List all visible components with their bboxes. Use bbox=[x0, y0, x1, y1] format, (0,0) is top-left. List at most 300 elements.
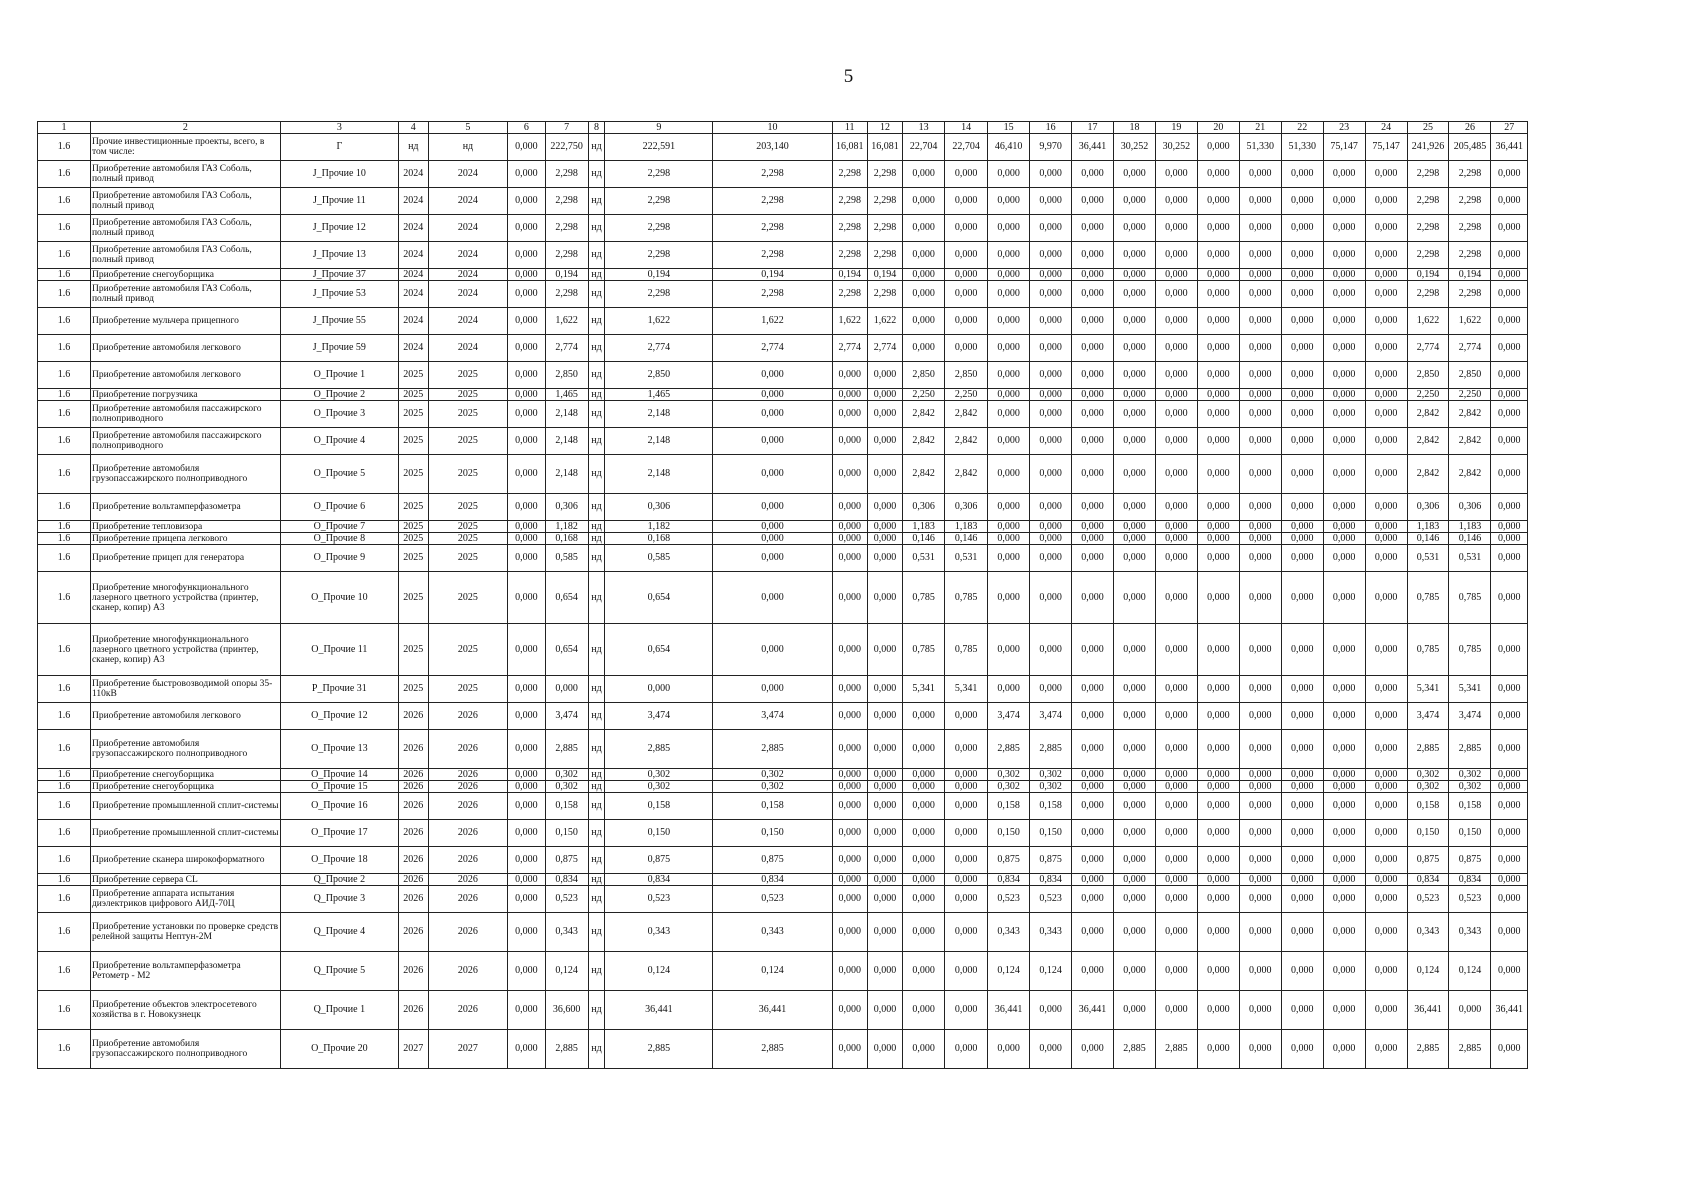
value-cell: 0,785 bbox=[903, 624, 945, 676]
value-cell: нд bbox=[588, 335, 605, 362]
value-cell: 0,000 bbox=[1113, 188, 1155, 215]
value-cell: 0,000 bbox=[903, 847, 945, 874]
value-cell: 0,000 bbox=[1323, 215, 1365, 242]
value-cell: 0,000 bbox=[1365, 521, 1407, 533]
value-cell: 0,000 bbox=[1113, 281, 1155, 308]
column-number-cell: 8 bbox=[588, 122, 605, 134]
value-cell: 0,000 bbox=[1155, 572, 1197, 624]
value-cell: 0,000 bbox=[867, 389, 902, 401]
value-cell: 0,000 bbox=[1323, 494, 1365, 521]
value-cell: 2026 bbox=[398, 847, 428, 874]
value-cell: 2,298 bbox=[605, 281, 713, 308]
value-cell: 0,000 bbox=[1113, 161, 1155, 188]
value-cell: 0,000 bbox=[1239, 545, 1281, 572]
value-cell: 1,465 bbox=[605, 389, 713, 401]
project-name-cell: Приобретение вольтамперфазометра bbox=[90, 494, 280, 521]
value-cell: 1,183 bbox=[903, 521, 945, 533]
value-cell: 0,302 bbox=[545, 781, 588, 793]
value-cell: 0,302 bbox=[605, 769, 713, 781]
table-row bbox=[38, 572, 1528, 624]
value-cell: 0,000 bbox=[1323, 269, 1365, 281]
value-cell: 0,000 bbox=[1072, 886, 1114, 913]
value-cell: 0,523 bbox=[713, 886, 832, 913]
value-cell: 0,000 bbox=[832, 389, 867, 401]
value-cell: 0,000 bbox=[1281, 269, 1323, 281]
value-cell: 0,158 bbox=[1407, 793, 1449, 820]
column-number-cell: 21 bbox=[1239, 122, 1281, 134]
value-cell: 0,124 bbox=[713, 952, 832, 991]
value-cell: 0,000 bbox=[1113, 389, 1155, 401]
value-cell: 0,158 bbox=[1449, 793, 1491, 820]
value-cell: 0,523 bbox=[1407, 886, 1449, 913]
table-row bbox=[38, 1030, 1528, 1069]
value-cell: 0,000 bbox=[945, 781, 988, 793]
value-cell: 0,000 bbox=[1365, 820, 1407, 847]
value-cell: 0,000 bbox=[1197, 913, 1239, 952]
value-cell: 2,298 bbox=[1407, 188, 1449, 215]
column-number-cell: 15 bbox=[988, 122, 1030, 134]
value-cell: 2,298 bbox=[605, 161, 713, 188]
value-cell: 0,150 bbox=[545, 820, 588, 847]
value-cell: 0,000 bbox=[1323, 769, 1365, 781]
value-cell: 0,000 bbox=[1323, 847, 1365, 874]
value-cell: 0,000 bbox=[1030, 161, 1072, 188]
value-cell: 0,785 bbox=[945, 572, 988, 624]
value-cell: 0,000 bbox=[1323, 793, 1365, 820]
value-cell: 2026 bbox=[428, 793, 507, 820]
value-cell: 0,000 bbox=[1155, 769, 1197, 781]
value-cell: 0,000 bbox=[1239, 572, 1281, 624]
value-cell: 0,000 bbox=[508, 308, 546, 335]
value-cell: 0,000 bbox=[1113, 215, 1155, 242]
value-cell: 0,000 bbox=[1197, 676, 1239, 703]
value-cell: 0,343 bbox=[1449, 913, 1491, 952]
value-cell: 2026 bbox=[428, 703, 507, 730]
value-cell: 2,298 bbox=[1449, 215, 1491, 242]
value-cell: 0,000 bbox=[1281, 886, 1323, 913]
value-cell: 0,000 bbox=[1239, 730, 1281, 769]
value-cell: 0,875 bbox=[988, 847, 1030, 874]
value-cell: 9,970 bbox=[1030, 134, 1072, 161]
value-cell: 2,885 bbox=[545, 1030, 588, 1069]
column-number-cell: 24 bbox=[1365, 122, 1407, 134]
value-cell: 0,302 bbox=[545, 769, 588, 781]
value-cell: 0,302 bbox=[1407, 769, 1449, 781]
value-cell: 0,000 bbox=[1072, 545, 1114, 572]
value-cell: 0,875 bbox=[713, 847, 832, 874]
value-cell: 22,704 bbox=[945, 134, 988, 161]
value-cell: 0,000 bbox=[1491, 281, 1528, 308]
column-number-cell: 10 bbox=[713, 122, 832, 134]
column-number-cell: 2 bbox=[90, 122, 280, 134]
project-name-cell: Приобретение автомобиля ГАЗ Соболь, полный привод bbox=[90, 215, 280, 242]
value-cell: 0,000 bbox=[1072, 428, 1114, 455]
value-cell: 0,000 bbox=[1197, 281, 1239, 308]
value-cell: 0,000 bbox=[1239, 362, 1281, 389]
value-cell: 2024 bbox=[398, 215, 428, 242]
value-cell: 0,000 bbox=[1072, 533, 1114, 545]
table-row bbox=[38, 874, 1528, 886]
value-cell: 2,298 bbox=[1449, 161, 1491, 188]
value-cell: 0,000 bbox=[903, 991, 945, 1030]
project-name-cell: Приобретение снегоуборщика bbox=[90, 781, 280, 793]
value-cell: 0,158 bbox=[605, 793, 713, 820]
value-cell: 0,000 bbox=[1281, 624, 1323, 676]
value-cell: 0,000 bbox=[1155, 991, 1197, 1030]
project-name-cell: Приобретение погрузчика bbox=[90, 389, 280, 401]
value-cell: 0,000 bbox=[867, 401, 902, 428]
table-row bbox=[38, 242, 1528, 269]
value-cell: 0,000 bbox=[1197, 874, 1239, 886]
value-cell: 0,000 bbox=[1113, 886, 1155, 913]
value-cell: 0,000 bbox=[1239, 389, 1281, 401]
value-cell: 0,875 bbox=[545, 847, 588, 874]
value-cell: 0,000 bbox=[988, 545, 1030, 572]
value-cell: 2,850 bbox=[1407, 362, 1449, 389]
table-row bbox=[38, 991, 1528, 1030]
section-code-cell: 1.6 bbox=[38, 161, 91, 188]
value-cell: 0,000 bbox=[1239, 335, 1281, 362]
value-cell: 0,000 bbox=[1365, 572, 1407, 624]
value-cell: 0,000 bbox=[1072, 572, 1114, 624]
project-name-cell: Приобретение объектов электросетевого хозяйства в г. Новокузнецк bbox=[90, 991, 280, 1030]
value-cell: 3,474 bbox=[545, 703, 588, 730]
value-cell: 2027 bbox=[428, 1030, 507, 1069]
value-cell: 0,000 bbox=[1323, 428, 1365, 455]
value-cell: 0,000 bbox=[1072, 793, 1114, 820]
value-cell: 0,000 bbox=[988, 521, 1030, 533]
value-cell: 2,885 bbox=[713, 1030, 832, 1069]
table-row bbox=[38, 545, 1528, 572]
value-cell: 2,298 bbox=[832, 281, 867, 308]
value-cell: 1,183 bbox=[1407, 521, 1449, 533]
value-cell: 2026 bbox=[428, 952, 507, 991]
value-cell: 0,000 bbox=[988, 572, 1030, 624]
value-cell: 2026 bbox=[428, 847, 507, 874]
value-cell: 0,000 bbox=[1281, 703, 1323, 730]
value-cell: 0,000 bbox=[1365, 494, 1407, 521]
value-cell: нд bbox=[588, 820, 605, 847]
value-cell: нд bbox=[588, 781, 605, 793]
value-cell: 2,885 bbox=[1030, 730, 1072, 769]
value-cell: нд bbox=[588, 545, 605, 572]
value-cell: 2,298 bbox=[1449, 281, 1491, 308]
project-name-cell: Приобретение промышленной сплит-системы bbox=[90, 793, 280, 820]
value-cell: 75,147 bbox=[1365, 134, 1407, 161]
value-cell: 0,000 bbox=[1155, 676, 1197, 703]
value-cell: 0,000 bbox=[1072, 161, 1114, 188]
value-cell: 203,140 bbox=[713, 134, 832, 161]
value-cell: 0,000 bbox=[1030, 545, 1072, 572]
value-cell: 0,000 bbox=[1365, 793, 1407, 820]
value-cell: 0,000 bbox=[1491, 913, 1528, 952]
table-row bbox=[38, 455, 1528, 494]
value-cell: 0,000 bbox=[1281, 913, 1323, 952]
value-cell: 3,474 bbox=[605, 703, 713, 730]
column-number-cell: 4 bbox=[398, 122, 428, 134]
section-code-cell: 1.6 bbox=[38, 335, 91, 362]
value-cell: нд bbox=[588, 991, 605, 1030]
value-cell: 0,000 bbox=[508, 362, 546, 389]
value-cell: 0,000 bbox=[832, 572, 867, 624]
value-cell: 0,302 bbox=[1449, 769, 1491, 781]
value-cell: 0,000 bbox=[1281, 769, 1323, 781]
value-cell: 2,298 bbox=[605, 188, 713, 215]
value-cell: 0,000 bbox=[1323, 913, 1365, 952]
project-name-cell: Приобретение быстровозводимой опоры 35-110кВ bbox=[90, 676, 280, 703]
value-cell: 0,000 bbox=[1281, 335, 1323, 362]
value-cell: 2025 bbox=[428, 389, 507, 401]
project-id-cell: J_Прочие 10 bbox=[280, 161, 398, 188]
value-cell: 0,000 bbox=[508, 269, 546, 281]
value-cell: 0,000 bbox=[867, 521, 902, 533]
value-cell: 0,000 bbox=[1281, 215, 1323, 242]
value-cell: 1,622 bbox=[713, 308, 832, 335]
value-cell: 0,000 bbox=[945, 188, 988, 215]
value-cell: 0,531 bbox=[1407, 545, 1449, 572]
value-cell: 0,000 bbox=[1491, 820, 1528, 847]
value-cell: 0,000 bbox=[1365, 389, 1407, 401]
value-cell: 0,000 bbox=[1365, 362, 1407, 389]
value-cell: 0,000 bbox=[1323, 952, 1365, 991]
value-cell: 2,842 bbox=[1449, 455, 1491, 494]
value-cell: 0,000 bbox=[1072, 308, 1114, 335]
column-number-cell: 1 bbox=[38, 122, 91, 134]
value-cell: 0,000 bbox=[1281, 455, 1323, 494]
value-cell: 0,000 bbox=[508, 389, 546, 401]
value-cell: 0,000 bbox=[867, 572, 902, 624]
value-cell: 0,834 bbox=[1407, 874, 1449, 886]
value-cell: 2024 bbox=[428, 215, 507, 242]
value-cell: 0,000 bbox=[1281, 428, 1323, 455]
value-cell: 2,298 bbox=[545, 188, 588, 215]
value-cell: 2026 bbox=[428, 820, 507, 847]
value-cell: 0,000 bbox=[1197, 362, 1239, 389]
value-cell: 0,000 bbox=[1281, 281, 1323, 308]
value-cell: 0,146 bbox=[1407, 533, 1449, 545]
project-id-cell: O_Прочие 15 bbox=[280, 781, 398, 793]
value-cell: 0,000 bbox=[1030, 281, 1072, 308]
value-cell: 1,622 bbox=[832, 308, 867, 335]
value-cell: нд bbox=[398, 134, 428, 161]
value-cell: 0,000 bbox=[1072, 362, 1114, 389]
value-cell: 0,000 bbox=[1323, 781, 1365, 793]
value-cell: 0,000 bbox=[1491, 886, 1528, 913]
value-cell: 0,000 bbox=[903, 730, 945, 769]
value-cell: 2,774 bbox=[867, 335, 902, 362]
value-cell: 0,000 bbox=[1449, 991, 1491, 1030]
value-cell: 0,000 bbox=[867, 847, 902, 874]
value-cell: 0,000 bbox=[832, 874, 867, 886]
project-id-cell: J_Прочие 13 bbox=[280, 242, 398, 269]
value-cell: 5,341 bbox=[1449, 676, 1491, 703]
value-cell: 0,000 bbox=[1281, 793, 1323, 820]
value-cell: 0,000 bbox=[1197, 1030, 1239, 1069]
value-cell: 0,000 bbox=[1072, 676, 1114, 703]
value-cell: 0,146 bbox=[903, 533, 945, 545]
value-cell: 2,298 bbox=[1449, 242, 1491, 269]
project-id-cell: O_Прочие 11 bbox=[280, 624, 398, 676]
value-cell: 2,842 bbox=[903, 455, 945, 494]
value-cell: 0,000 bbox=[903, 874, 945, 886]
value-cell: 2025 bbox=[398, 428, 428, 455]
project-id-cell: Q_Прочие 2 bbox=[280, 874, 398, 886]
value-cell: 0,000 bbox=[832, 533, 867, 545]
value-cell: 0,000 bbox=[832, 781, 867, 793]
value-cell: 0,000 bbox=[1155, 521, 1197, 533]
value-cell: 0,585 bbox=[605, 545, 713, 572]
section-code-cell: 1.6 bbox=[38, 242, 91, 269]
value-cell: 0,000 bbox=[945, 215, 988, 242]
column-number-cell: 20 bbox=[1197, 122, 1239, 134]
value-cell: 0,000 bbox=[508, 242, 546, 269]
value-cell: 0,000 bbox=[1491, 676, 1528, 703]
value-cell: нд bbox=[588, 1030, 605, 1069]
value-cell: 0,000 bbox=[1113, 913, 1155, 952]
value-cell: 22,704 bbox=[903, 134, 945, 161]
value-cell: 0,000 bbox=[1155, 624, 1197, 676]
value-cell: 0,000 bbox=[945, 913, 988, 952]
value-cell: 0,000 bbox=[945, 281, 988, 308]
value-cell: 0,168 bbox=[605, 533, 713, 545]
value-cell: 0,000 bbox=[1197, 134, 1239, 161]
value-cell: 36,441 bbox=[1072, 134, 1114, 161]
value-cell: 0,834 bbox=[1449, 874, 1491, 886]
value-cell: 2025 bbox=[428, 624, 507, 676]
value-cell: 2024 bbox=[398, 281, 428, 308]
value-cell: 2024 bbox=[428, 308, 507, 335]
column-number-cell: 27 bbox=[1491, 122, 1528, 134]
table-row bbox=[38, 533, 1528, 545]
value-cell: 0,000 bbox=[1155, 494, 1197, 521]
value-cell: 0,000 bbox=[867, 952, 902, 991]
project-name-cell: Прочие инвестиционные проекты, всего, в том числе: bbox=[90, 134, 280, 161]
project-id-cell: J_Прочие 37 bbox=[280, 269, 398, 281]
value-cell: 2025 bbox=[398, 624, 428, 676]
value-cell: нд bbox=[588, 455, 605, 494]
value-cell: 0,000 bbox=[867, 676, 902, 703]
project-id-cell: Q_Прочие 5 bbox=[280, 952, 398, 991]
section-code-cell: 1.6 bbox=[38, 676, 91, 703]
value-cell: 0,000 bbox=[1323, 703, 1365, 730]
value-cell: 0,000 bbox=[1072, 820, 1114, 847]
column-number-cell: 25 bbox=[1407, 122, 1449, 134]
value-cell: 3,474 bbox=[1449, 703, 1491, 730]
value-cell: 0,000 bbox=[867, 545, 902, 572]
value-cell: 0,194 bbox=[1449, 269, 1491, 281]
value-cell: 0,000 bbox=[1491, 793, 1528, 820]
section-code-cell: 1.6 bbox=[38, 188, 91, 215]
project-id-cell: J_Прочие 59 bbox=[280, 335, 398, 362]
value-cell: 2025 bbox=[428, 521, 507, 533]
value-cell: 0,000 bbox=[988, 188, 1030, 215]
value-cell: 0,000 bbox=[867, 886, 902, 913]
value-cell: 0,000 bbox=[1281, 1030, 1323, 1069]
value-cell: 2,850 bbox=[605, 362, 713, 389]
table-row bbox=[38, 820, 1528, 847]
value-cell: 0,000 bbox=[945, 161, 988, 188]
project-id-cell: O_Прочие 8 bbox=[280, 533, 398, 545]
value-cell: 0,000 bbox=[1323, 820, 1365, 847]
value-cell: 0,343 bbox=[1030, 913, 1072, 952]
table-row bbox=[38, 401, 1528, 428]
value-cell: 2,298 bbox=[832, 242, 867, 269]
value-cell: 0,000 bbox=[1030, 215, 1072, 242]
value-cell: 0,000 bbox=[1155, 793, 1197, 820]
value-cell: 0,000 bbox=[1155, 362, 1197, 389]
value-cell: 1,622 bbox=[867, 308, 902, 335]
value-cell: 0,000 bbox=[945, 991, 988, 1030]
value-cell: 0,158 bbox=[545, 793, 588, 820]
value-cell: 0,000 bbox=[1113, 335, 1155, 362]
value-cell: 2,298 bbox=[867, 281, 902, 308]
value-cell: нд bbox=[588, 703, 605, 730]
value-cell: 2,850 bbox=[945, 362, 988, 389]
value-cell: 2026 bbox=[398, 886, 428, 913]
value-cell: 0,000 bbox=[1155, 874, 1197, 886]
value-cell: 0,000 bbox=[1197, 781, 1239, 793]
value-cell: 0,000 bbox=[1197, 730, 1239, 769]
project-id-cell: O_Прочие 20 bbox=[280, 1030, 398, 1069]
table-row bbox=[38, 161, 1528, 188]
value-cell: 0,000 bbox=[1281, 521, 1323, 533]
value-cell: 0,000 bbox=[1281, 572, 1323, 624]
value-cell: 0,168 bbox=[545, 533, 588, 545]
project-id-cell: O_Прочие 10 bbox=[280, 572, 398, 624]
value-cell: 2,885 bbox=[605, 1030, 713, 1069]
value-cell: 0,000 bbox=[713, 533, 832, 545]
project-name-cell: Приобретение автомобиля пассажирского полноприводного bbox=[90, 428, 280, 455]
value-cell: 0,000 bbox=[867, 1030, 902, 1069]
value-cell: 2,298 bbox=[545, 242, 588, 269]
value-cell: 0,000 bbox=[1491, 269, 1528, 281]
value-cell: 0,000 bbox=[988, 494, 1030, 521]
value-cell: 0,124 bbox=[1407, 952, 1449, 991]
value-cell: 0,000 bbox=[1323, 362, 1365, 389]
value-cell: 0,000 bbox=[1113, 820, 1155, 847]
value-cell: 0,000 bbox=[945, 269, 988, 281]
table-row bbox=[38, 793, 1528, 820]
value-cell: 0,000 bbox=[1072, 281, 1114, 308]
value-cell: 0,000 bbox=[713, 389, 832, 401]
value-cell: 0,000 bbox=[1197, 401, 1239, 428]
value-cell: 2,774 bbox=[713, 335, 832, 362]
value-cell: 0,000 bbox=[945, 769, 988, 781]
value-cell: 36,441 bbox=[988, 991, 1030, 1030]
project-id-cell: J_Прочие 53 bbox=[280, 281, 398, 308]
value-cell: 2026 bbox=[398, 769, 428, 781]
value-cell: 2025 bbox=[398, 455, 428, 494]
value-cell: 0,000 bbox=[903, 913, 945, 952]
value-cell: 0,000 bbox=[1491, 494, 1528, 521]
value-cell: 0,000 bbox=[508, 730, 546, 769]
value-cell: 2,148 bbox=[605, 401, 713, 428]
value-cell: 0,000 bbox=[1030, 494, 1072, 521]
value-cell: 0,150 bbox=[605, 820, 713, 847]
value-cell: 2,842 bbox=[1407, 401, 1449, 428]
value-cell: 2,774 bbox=[1449, 335, 1491, 362]
value-cell: 2026 bbox=[428, 730, 507, 769]
project-name-cell: Приобретение автомобиля ГАЗ Соболь, полный привод bbox=[90, 161, 280, 188]
value-cell: 0,000 bbox=[1030, 624, 1072, 676]
value-cell: 2,298 bbox=[1407, 161, 1449, 188]
project-name-cell: Приобретение автомобиля легкового bbox=[90, 335, 280, 362]
value-cell: 0,000 bbox=[1155, 847, 1197, 874]
value-cell: 2,148 bbox=[545, 428, 588, 455]
value-cell: 2026 bbox=[398, 952, 428, 991]
value-cell: 2025 bbox=[398, 401, 428, 428]
value-cell: 2,842 bbox=[1449, 428, 1491, 455]
